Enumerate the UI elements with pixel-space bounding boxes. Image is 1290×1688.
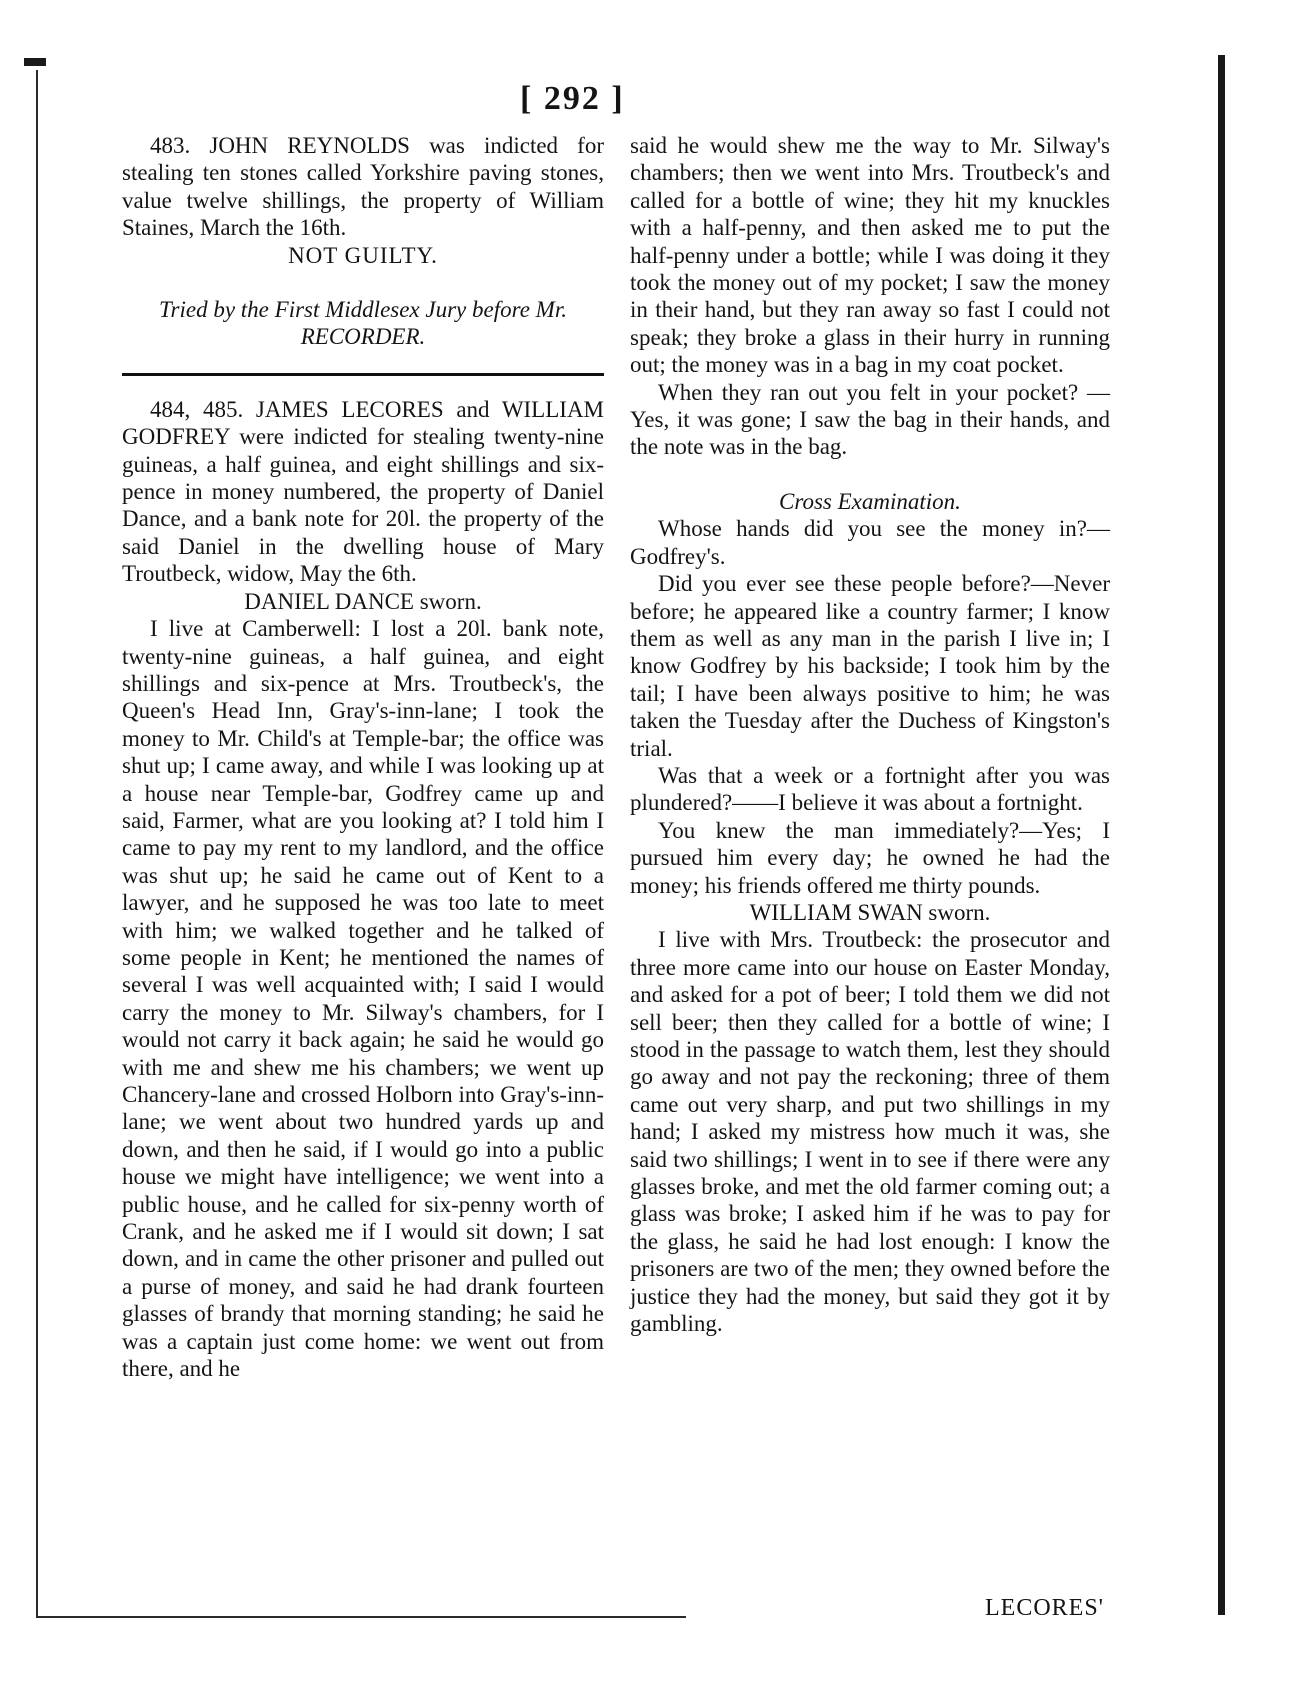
spacer [630,461,1110,488]
question-knew-man: You knew the man immediately?—Yes; I pursued him every day; he owned he had the money; his friends offered me thirty pounds. [630,817,1110,898]
page-number: [ 292 ] [520,80,625,117]
catchword: LECORES' [985,1595,1104,1621]
question-pocket: When they ran out you felt in your pocket? —Yes, it was gone; I saw the bag in their hands, and the note was in the bag. [630,379,1110,460]
testimony-daniel-dance: I live at Camberwell: I lost a 20l. bank note, twenty-nine guineas, a half guinea, and eight shillings and six-pence at Mrs. Troutbeck's, the Queen's Head Inn, Gray's-inn-lane; I took the money to Mr. Child's at Temple-bar; the office was shut up; I came away, and while I was looking up at a house near Temple-bar, Godfrey came up and said, Farmer, what are you looking at? I told him I came to pay my rent to my landlord, and the office was shut up; he said he came out of Kent to a lawyer, and he supposed he was too late to meet with him; we walked together and he talked of some people in Kent; he mentioned the names of several I was well acquainted with; I said I would carry the money to Mr. Silway's chambers, for I would not carry it back again; he said he would go with me and shew me his chambers; we went up Chancery-lane and crossed Holborn into Gray's-inn-lane; we went about two hundred yards up and down, and then he said, if I would go into a public house we might have intelligence; we went into a public house, and he called for six-penny worth of Crank, and he asked me if I would sit down; I sat down, and in came the other prisoner and pulled out a purse of money, and said he had drank fourteen glasses of brandy that morning standing; he said he was a captain just come home: we went out from there, and he [122,616,604,1382]
section-rule [122,373,604,376]
testimony-william-swan: I live with Mrs. Troutbeck: the prosecutor and three more came into our house on Easter Monday, and asked for a pot of beer; I told them we did not sell beer; then they called for a bottle of wine; I stood in the passage to watch them, lest they should go away and not pay the reckoning; three of them came out very sharp, and put two shillings in my hand; I asked my mistress how much it was, she said two shillings; I went in to see if there were any glasses broke, and met the old farmer coming out; a glass was broke; I asked him if he was to pay for the glass, he said he had lost enough: I know the prisoners are two of the men; they owned before the justice they had the money, but said they got it by gambling. [630,927,1110,1337]
case-484-indictment: 484, 485. JAMES LECORES and WILLIAM GODFREY were indicted for stealing twenty-nine guineas, a half guinea, and eight shillings and six-pence in money numbered, the property of Daniel Dance, and a bank note for 20l. the property of the said Daniel in the dwelling house of Mary Troutbeck, widow, May the 6th. [122,396,604,587]
right-column [630,132,1110,1337]
trial-note: Tried by the First Middlesex Jury before Mr. RECORDER. [159,297,567,350]
testimony-continued: said he would shew me the way to Mr. Silway's chambers; then we went into Mrs. Troutbeck's and called for a bottle of wine; they hit my knuckles with a half-penny, and then asked me to put the half-penny under a bottle; while I was doing it they took the money out of my pocket; I saw the money in their hand, but they ran away so fast I could not speak; they broke a glass in their hurry in running out; the money was in a bag in my coat pocket. [630,133,1110,378]
case-483-verdict: NOT GUILTY. [288,242,438,268]
witness-heading-william-swan: WILLIAM SWAN sworn. [749,899,991,925]
question-week-fortnight: Was that a week or a fortnight after you was plundered?——I believe it was about a fortnight. [630,762,1110,816]
witness-heading-daniel-dance: DANIEL DANCE sworn. [244,588,482,614]
spacer [122,269,604,296]
scan-edge-mark [24,58,46,66]
cross-examination-heading: Cross Examination. [779,488,961,514]
left-column [122,132,604,1382]
scan-edge-left [36,70,38,1618]
scan-edge-bottom [36,1616,686,1618]
question-whose-hands: Whose hands did you see the money in?—Godfrey's. [630,516,1110,569]
question-seen-before: Did you ever see these people before?—Never before; he appeared like a country farmer; I know them as well as any man in the parish I live in; I know Godfrey by his backside; I took him by the tail; I have been always positive to him; he was taken the Tuesday after the Duchess of Kingston's trial. [630,571,1110,761]
scan-edge-right [1218,55,1225,1615]
case-483-indictment: 483. JOHN REYNOLDS was indicted for stealing ten stones called Yorkshire paving stones, value twelve shillings, the property of William Staines, March the 16th. [122,133,604,241]
